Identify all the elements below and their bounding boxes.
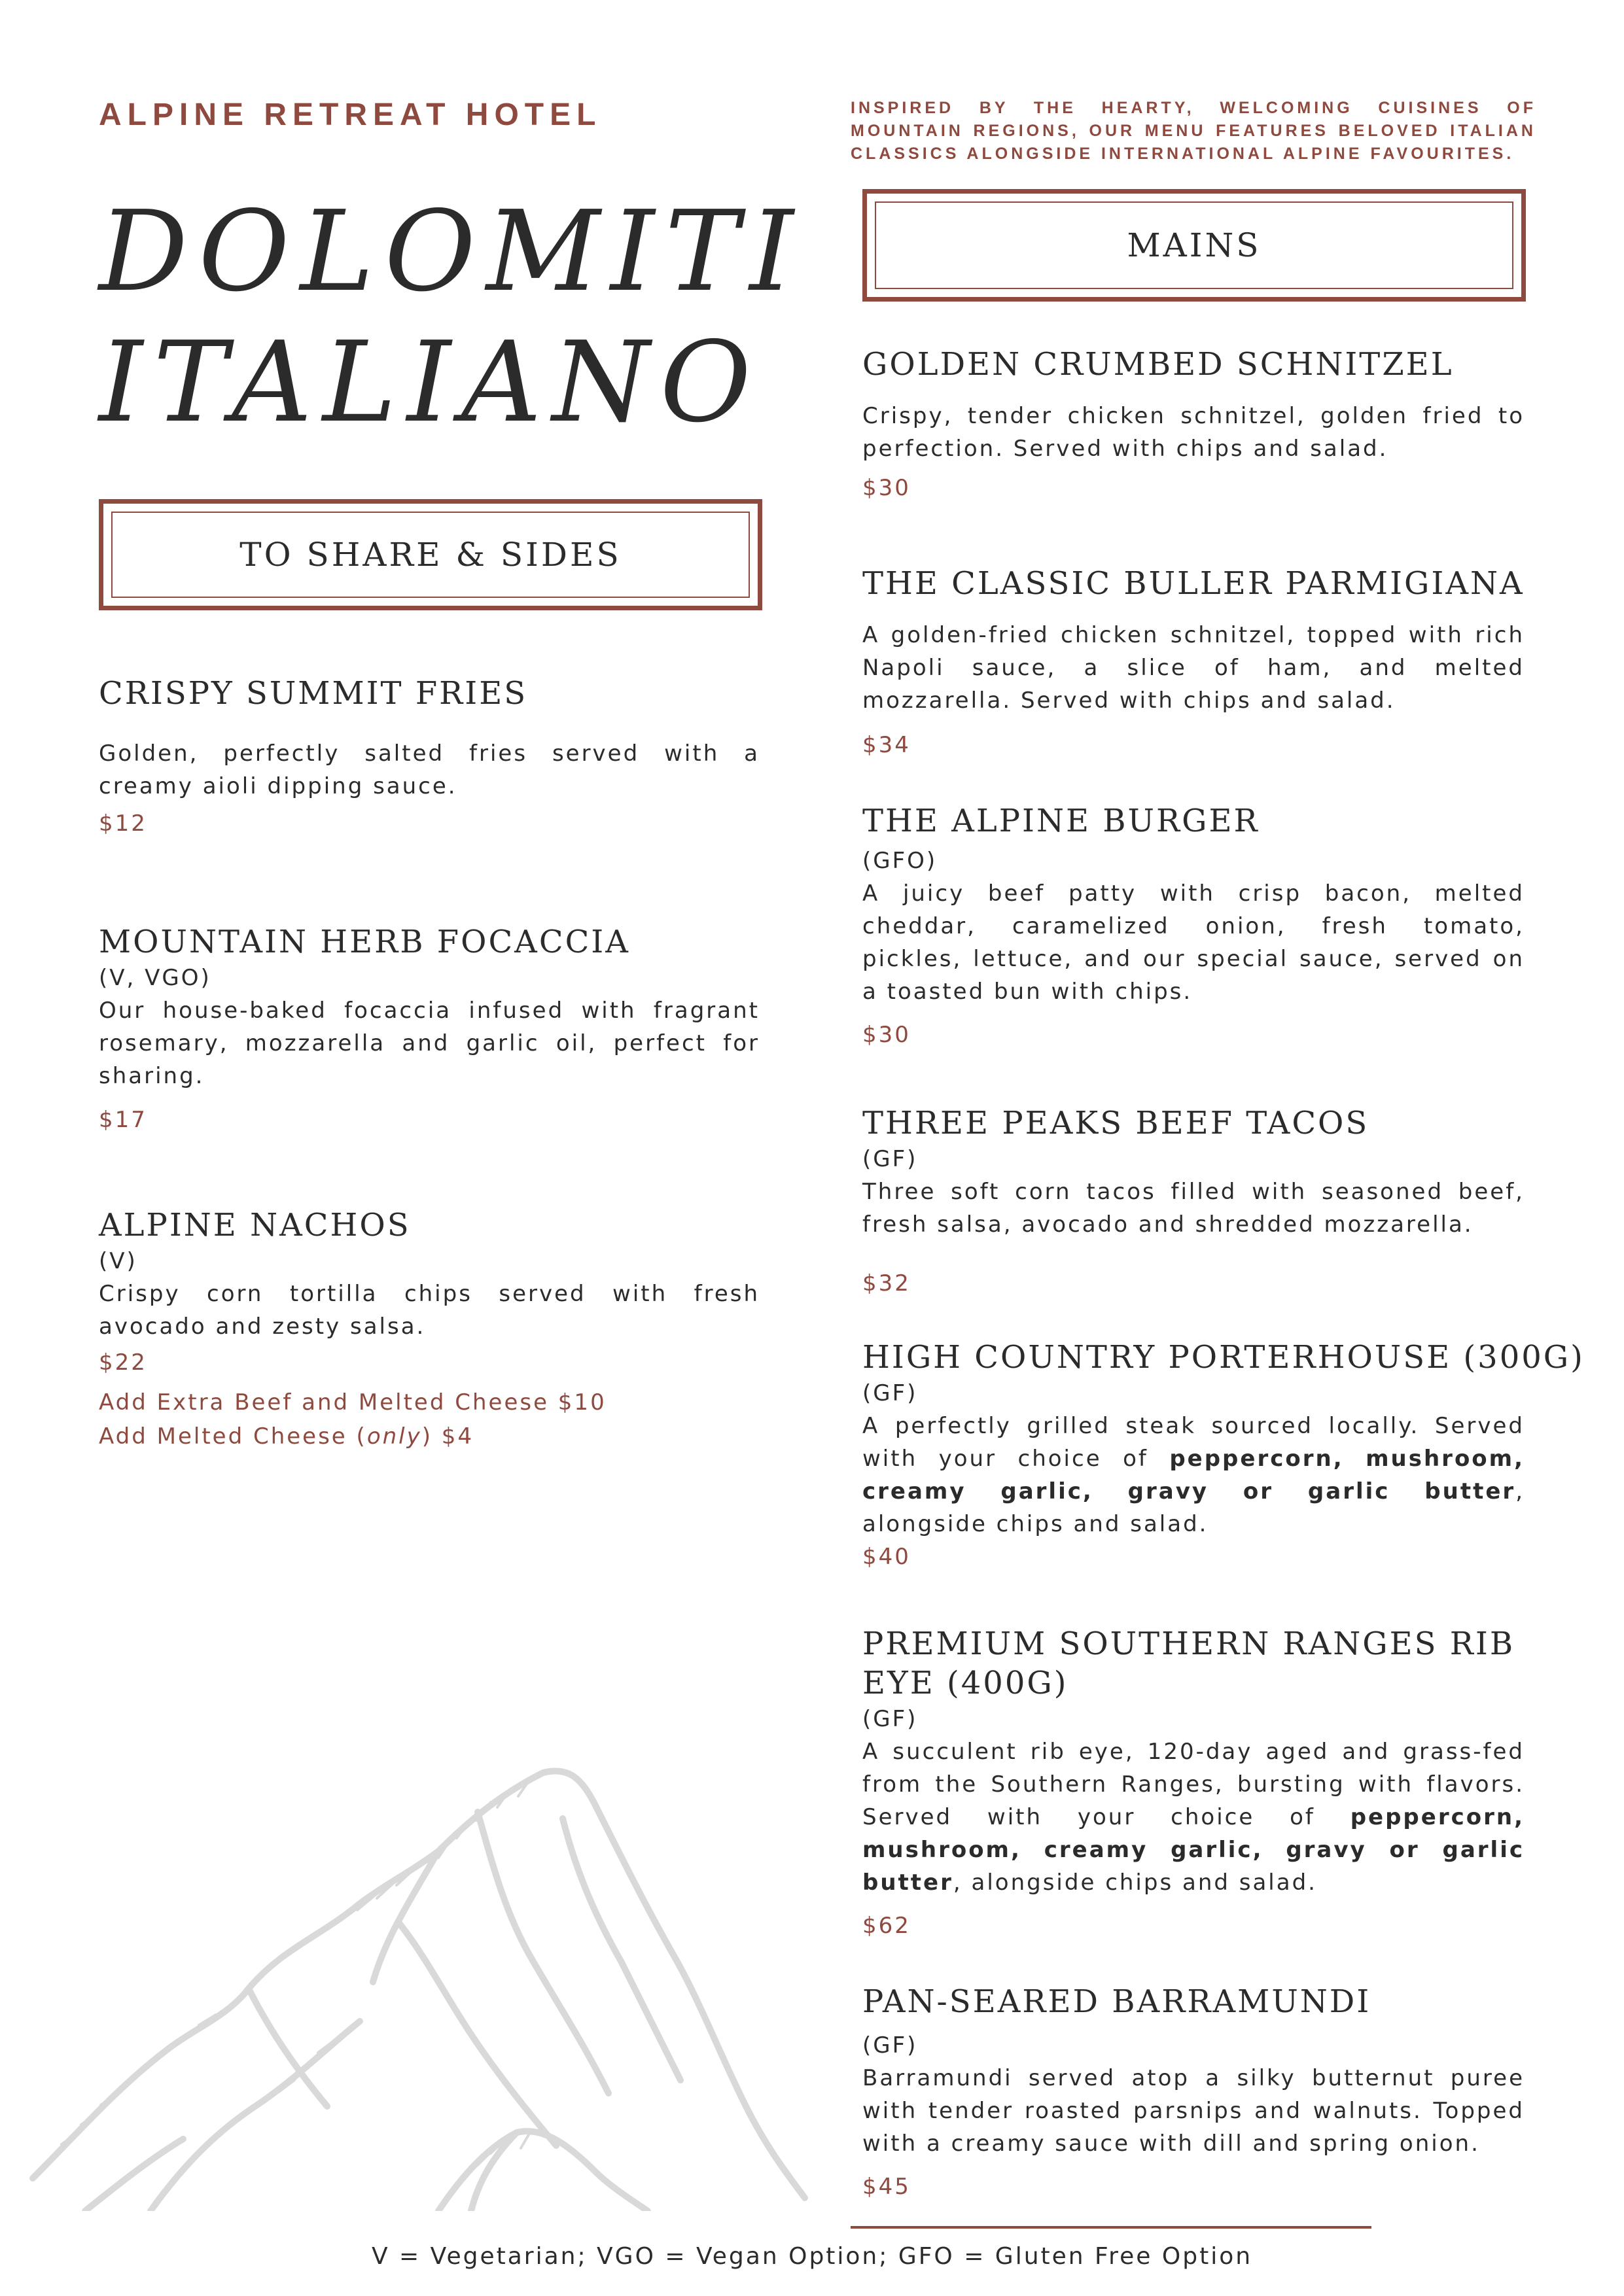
- menu-item-name: THE ALPINE BURGER: [862, 803, 1260, 839]
- menu-item: [99, 1206, 760, 1453]
- menu-item-description: A succulent rib eye, 120-day aged and grass-fed from the Southern Ranges, bursting with flavors. Served with your choice of peppercorn, mushroom, creamy garlic, gravy or garlic butter, alongside chips and salad.: [862, 1739, 1525, 1896]
- menu-item-dietary-tag: (GF): [862, 1146, 918, 1172]
- addon-option: Add Melted Cheese (only) $4: [99, 1423, 474, 1450]
- menu-item: [862, 801, 1525, 1051]
- menu-item: [862, 564, 1525, 761]
- menu-item-name: THREE PEAKS BEEF TACOS: [862, 1105, 1369, 1141]
- menu-item-dietary-tag: (GF): [862, 1706, 918, 1732]
- menu-item: [862, 1624, 1525, 1942]
- menu-item-name: THE CLASSIC BULLER PARMIGIANA: [862, 565, 1525, 602]
- menu-item-price: $34: [862, 732, 911, 758]
- menu-item: [862, 1338, 1585, 1573]
- menu-item-name: GOLDEN CRUMBED SCHNITZEL: [862, 346, 1454, 383]
- menu-item-price: $30: [862, 475, 911, 501]
- menu-item: [99, 922, 760, 1136]
- menu-item-price: $32: [862, 1270, 911, 1296]
- menu-item-price: $17: [99, 1107, 147, 1133]
- menu-item-description: A juicy beef patty with crisp bacon, melted cheddar, caramelized onion, fresh tomato, pickles, lettuce, and our special sauce, served on a toasted bun with chips.: [862, 880, 1525, 1005]
- mains-section-header: [862, 189, 1526, 302]
- menu-item-dietary-tag: (GFO): [862, 848, 938, 874]
- menu-item-name: PREMIUM SOUTHERN RANGES RIB EYE (400G): [862, 1626, 1515, 1701]
- menu-item-description: Crispy corn tortilla chips served with fresh avocado and zesty salsa.: [99, 1281, 760, 1340]
- share-section-header: [99, 499, 762, 610]
- menu-item-price: $12: [99, 810, 147, 837]
- dietary-legend: V = Vegetarian; VGO = Vegan Option; GFO = Gluten Free Option: [371, 2243, 1253, 2270]
- menu-tagline: INSPIRED BY THE HEARTY, WELCOMING CUISINES OF MOUNTAIN REGIONS, OUR MENU FEATURES BELOVED ITALIAN CLASSICS ALONGSIDE INTERNATIONAL ALPINE FAVOURITES.: [851, 99, 1536, 163]
- menu-item: [862, 1982, 1525, 2203]
- menu-item-price: $22: [99, 1349, 147, 1376]
- menu-item: [862, 1104, 1525, 1300]
- menu-item-description: Three soft corn tacos filled with seasoned beef, fresh salsa, avocado and shredded mozzarella.: [862, 1179, 1525, 1238]
- menu-item-price: $40: [862, 1544, 911, 1570]
- menu-item-description: Golden, perfectly salted fries served with a creamy aioli dipping sauce.: [99, 740, 760, 799]
- menu-item-description: A golden-fried chicken schnitzel, topped with rich Napoli sauce, a slice of ham, and melted mozzarella. Served with chips and salad.: [862, 622, 1525, 714]
- menu-title-line-1: DOLOMITI: [99, 187, 804, 317]
- menu-item-dietary-tag: (GF): [862, 2032, 918, 2059]
- menu-item-description: Our house-baked focaccia infused with fragrant rosemary, mozzarella and garlic oil, perfect for sharing.: [99, 998, 760, 1089]
- menu-item-price: $45: [862, 2174, 911, 2200]
- menu-item-name: MOUNTAIN HERB FOCACCIA: [99, 924, 630, 960]
- menu-title-line-2: ITALIANO: [99, 318, 762, 447]
- menu-item-name: PAN-SEARED BARRAMUNDI: [862, 1983, 1371, 2020]
- menu-item-price: $62: [862, 1913, 911, 1939]
- menu-item-dietary-tag: (V, VGO): [99, 965, 211, 991]
- menu-item-name: HIGH COUNTRY PORTERHOUSE (300G): [862, 1339, 1585, 1376]
- menu-item-description: A perfectly grilled steak sourced locally. Served with your choice of peppercorn, mushroom, creamy garlic, gravy or garlic butter, alongside chips and salad.: [862, 1413, 1525, 1537]
- menu-item-description: Crispy, tender chicken schnitzel, golden fried to perfection. Served with chips and salad.: [862, 403, 1525, 462]
- hotel-name: ALPINE RETREAT HOTEL: [99, 97, 602, 132]
- menu-item-dietary-tag: (V): [99, 1248, 137, 1274]
- menu-item: [99, 674, 760, 840]
- footer-divider: [851, 2226, 1371, 2229]
- menu-item-price: $30: [862, 1022, 911, 1048]
- mains-section-title: MAINS: [1127, 226, 1262, 264]
- share-section-title: TO SHARE & SIDES: [239, 536, 622, 574]
- menu-item: [862, 345, 1525, 504]
- menu-item-description: Barramundi served atop a silky butternut puree with tender roasted parsnips and walnuts. Topped with a creamy sauce with dill and spring onion.: [862, 2065, 1525, 2157]
- menu-item-name: CRISPY SUMMIT FRIES: [99, 675, 528, 712]
- menu-item-dietary-tag: (GF): [862, 1380, 918, 1406]
- menu-item-name: ALPINE NACHOS: [99, 1207, 411, 1244]
- mountain-sketch-icon: [20, 1740, 831, 2211]
- addon-option: Add Extra Beef and Melted Cheese $10: [99, 1389, 607, 1416]
